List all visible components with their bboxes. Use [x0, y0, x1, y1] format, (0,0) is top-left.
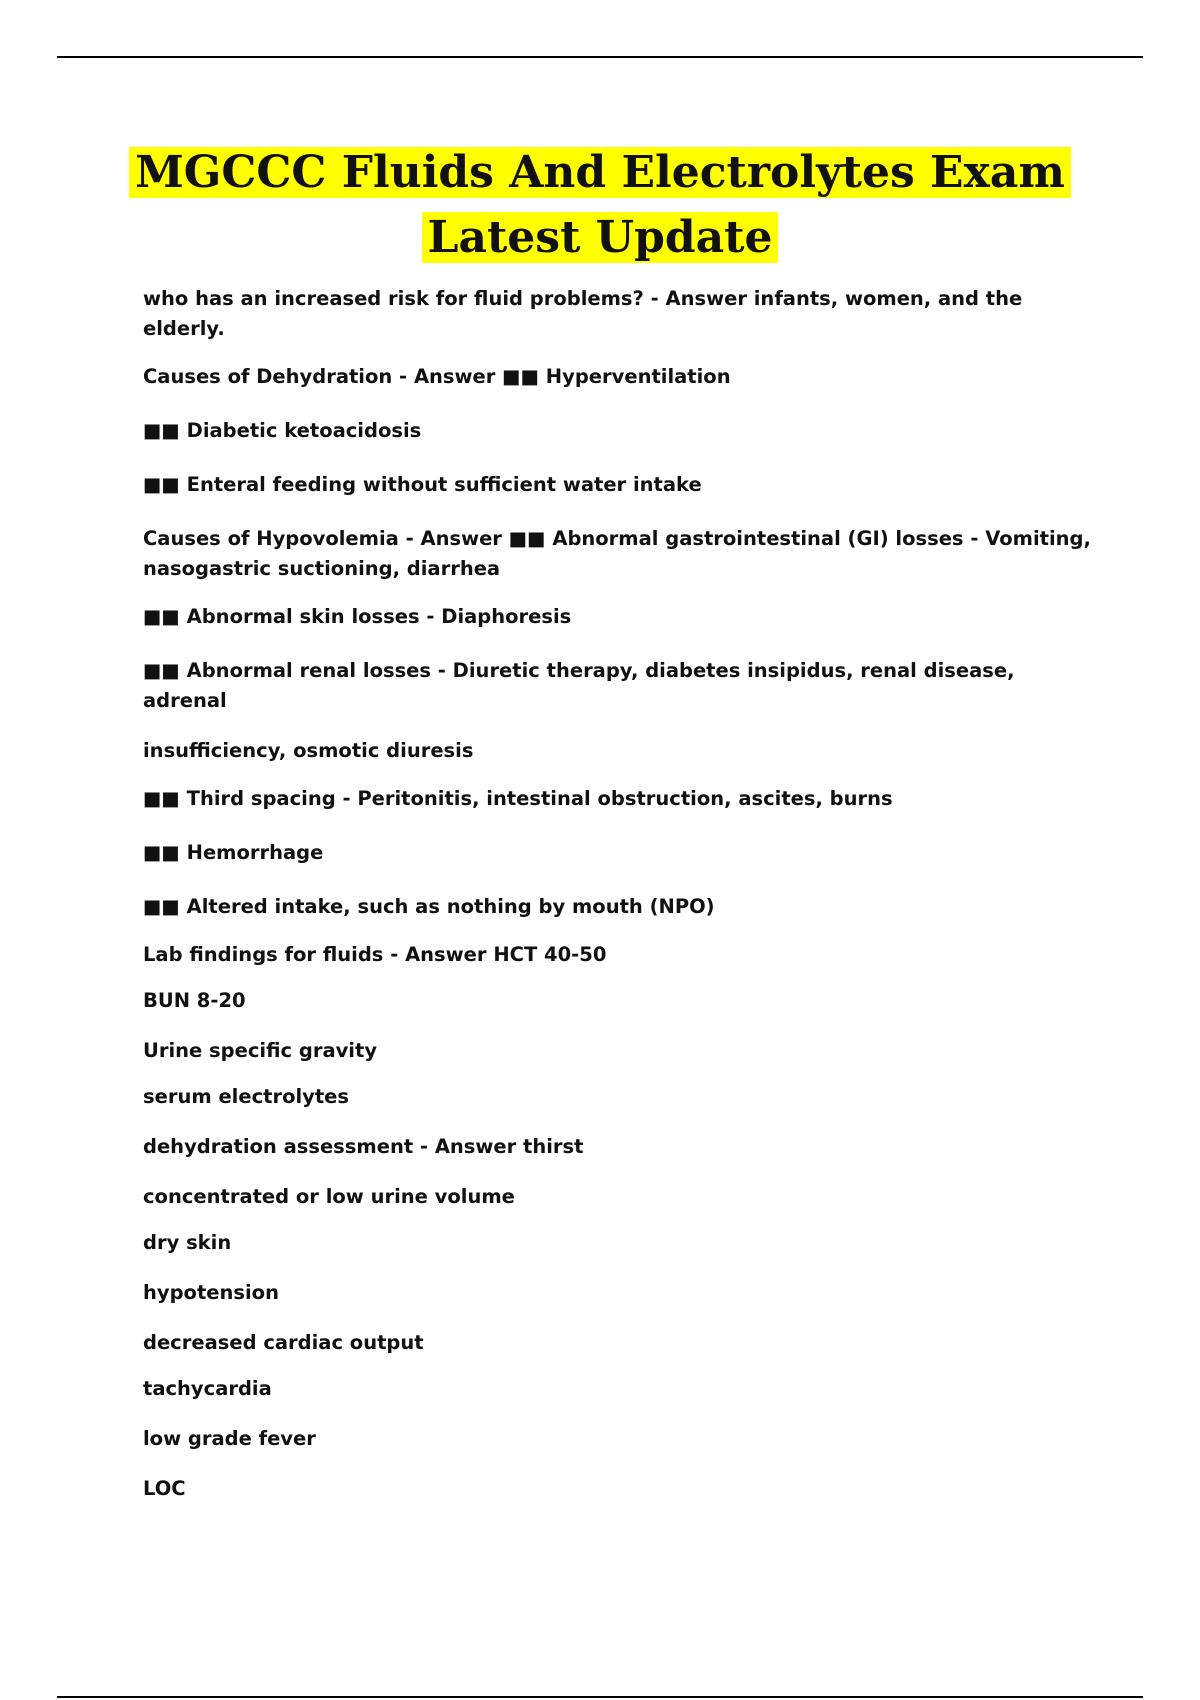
- paragraph: ■■ Diabetic ketoacidosis: [143, 419, 422, 442]
- paragraph: ■■ Abnormal renal losses - Diuretic therapy, diabetes insipidus, renal disease, adrenal: [143, 659, 1015, 712]
- paragraph: hypotension: [143, 1281, 279, 1304]
- paragraph: Lab findings for fluids - Answer HCT 40-50: [143, 943, 607, 966]
- paragraph: serum electrolytes: [143, 1085, 350, 1108]
- paragraph: Causes of Dehydration - Answer ■■ Hyperventilation: [143, 365, 731, 388]
- paragraph: BUN 8-20: [143, 989, 246, 1012]
- paragraph: LOC: [143, 1477, 186, 1500]
- document-title: [0, 140, 1200, 270]
- paragraph: ■■ Abnormal skin losses - Diaphoresis: [143, 605, 572, 628]
- paragraph: ■■ Third spacing - Peritonitis, intestinal obstruction, ascites, burns: [143, 787, 893, 810]
- paragraph: who has an increased risk for fluid problems? - Answer infants, women, and the elderly.: [143, 287, 1023, 340]
- paragraph: Causes of Hypovolemia - Answer ■■ Abnormal gastrointestinal (GI) losses - Vomiting, nasogastric suctioning, diarrhea: [143, 527, 1091, 580]
- bottom-rule: [57, 1696, 1143, 1698]
- paragraph: ■■ Enteral feeding without sufficient water intake: [143, 473, 702, 496]
- paragraph: low grade fever: [143, 1427, 316, 1450]
- paragraph: Urine specific gravity: [143, 1039, 378, 1062]
- title-line-2: Latest Update: [422, 212, 779, 263]
- paragraph: dry skin: [143, 1231, 232, 1254]
- paragraph: concentrated or low urine volume: [143, 1185, 515, 1208]
- paragraph: tachycardia: [143, 1377, 272, 1400]
- top-rule: [57, 56, 1143, 58]
- paragraph: insufficiency, osmotic diuresis: [143, 739, 474, 762]
- paragraph: decreased cardiac output: [143, 1331, 424, 1354]
- paragraph: ■■ Altered intake, such as nothing by mouth (NPO): [143, 895, 715, 918]
- title-line-1: MGCCC Fluids And Electrolytes Exam: [129, 147, 1071, 198]
- document-body: [143, 284, 1103, 1504]
- paragraph: ■■ Hemorrhage: [143, 841, 324, 864]
- paragraph: dehydration assessment - Answer thirst: [143, 1135, 584, 1158]
